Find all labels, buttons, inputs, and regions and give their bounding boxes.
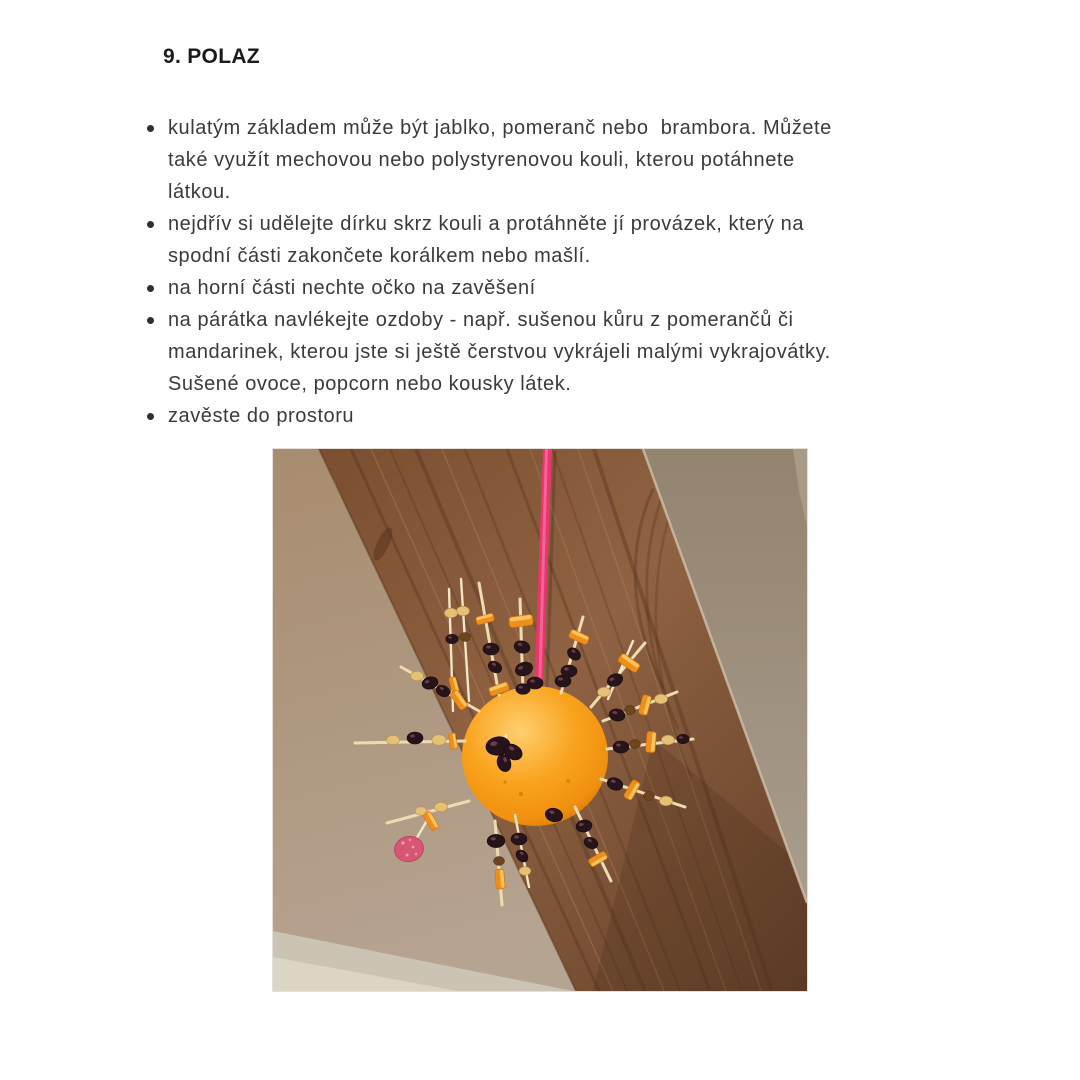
- instruction-line: na párátka navlékejte ozdoby - např. sušenou kůru z pomerančů či: [168, 309, 794, 331]
- instruction-text: [168, 272, 536, 304]
- instruction-text: [168, 112, 832, 208]
- bullet-dot: [147, 317, 154, 324]
- instruction-list: [147, 112, 1007, 432]
- instruction-item: [147, 304, 1007, 400]
- instruction-line: zavěste do prostoru: [168, 405, 355, 427]
- instruction-item: [147, 208, 1007, 272]
- instruction-line: spodní části zakončete korálkem nebo mašlí.: [168, 245, 591, 267]
- instruction-line: Sušené ovoce, popcorn nebo kousky látek.: [168, 373, 572, 395]
- instruction-text: [168, 400, 354, 432]
- instruction-item: [147, 272, 1007, 304]
- bullet-dot: [147, 125, 154, 132]
- instruction-line: nejdřív si udělejte dírku skrz kouli a protáhněte jí provázek, který na: [168, 213, 805, 235]
- instruction-line: na horní části nechte očko na zavěšení: [168, 277, 536, 299]
- section-title: 9. POLAZ: [163, 45, 260, 68]
- instruction-item: [147, 400, 1007, 432]
- instruction-line: také využít mechovou nebo polystyrenovou kouli, kterou potáhnete: [168, 149, 795, 171]
- orange-pomander: [462, 686, 608, 826]
- instruction-line: kulatým základem může být jablko, pomeranč nebo brambora. Můžete: [168, 117, 832, 139]
- instruction-line: látkou.: [168, 181, 231, 203]
- bullet-dot: [147, 221, 154, 228]
- pomander-photo: [272, 448, 808, 992]
- instruction-text: [168, 208, 804, 272]
- instruction-line: mandarinek, kterou jste si ještě čerstvou vykrájeli malými vykrajovátky.: [168, 341, 831, 363]
- instruction-text: [168, 304, 831, 400]
- bullet-dot: [147, 413, 154, 420]
- bullet-dot: [147, 285, 154, 292]
- instruction-item: [147, 112, 1007, 208]
